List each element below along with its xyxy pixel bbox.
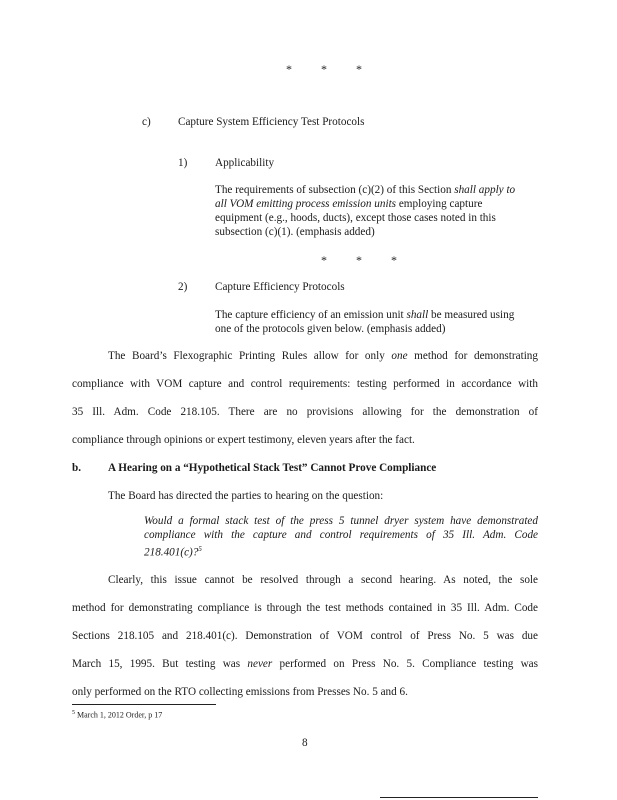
para-3-line: method for demonstrating compliance is through the test methods contained in 35 Ill. Adm. Code xyxy=(72,602,538,614)
para-1-line: compliance through opinions or expert testimony, eleven years after the fact. xyxy=(72,434,415,446)
ellipsis-stars-middle xyxy=(321,251,426,269)
para-3-line: March 15, 1995. But testing was never performed on Press No. 5. Compliance testing was xyxy=(72,658,538,670)
para-1-line: The Board’s Flexographic Printing Rules allow for only one method for demonstrating xyxy=(108,350,538,362)
ellipsis-stars-top xyxy=(286,60,391,78)
item-2-text-line: The capture efficiency of an emission unit shall be measured using xyxy=(215,309,515,321)
section-c-marker: c) xyxy=(142,116,151,128)
para-1-line: compliance with VOM capture and control requirements: testing performed in accordance with xyxy=(72,378,538,390)
item-2-title: Capture Efficiency Protocols xyxy=(215,281,345,293)
block-quote-line: compliance with the capture and control requirements of 35 Ill. Adm. Code xyxy=(144,529,538,541)
page-number: 8 xyxy=(302,737,308,749)
section-c-title: Capture System Efficiency Test Protocols xyxy=(178,116,365,128)
item-2-text-line: one of the protocols given below. (emphasis added) xyxy=(215,323,446,335)
star: * xyxy=(321,62,327,76)
heading-b-title: A Hearing on a “Hypothetical Stack Test” Cannot Prove Compliance xyxy=(108,462,437,474)
star: * xyxy=(321,253,327,267)
item-1-text-line: equipment (e.g., hoods, ducts), except those cases noted in this xyxy=(215,212,496,224)
star: * xyxy=(356,253,362,267)
footnote-rule xyxy=(72,704,216,705)
heading-b-marker: b. xyxy=(72,462,82,474)
footnote-ref: 5 xyxy=(198,545,202,553)
item-1-text-line: all VOM emitting process emission units employing capture xyxy=(215,198,483,210)
bottom-rule xyxy=(380,797,538,798)
item-1-text-line: subsection (c)(1). (emphasis added) xyxy=(215,226,375,238)
star: * xyxy=(391,253,397,267)
item-1-marker: 1) xyxy=(178,157,188,169)
item-2-marker: 2) xyxy=(178,281,188,293)
item-1-text-line: The requirements of subsection (c)(2) of this Section shall apply to xyxy=(215,184,516,196)
para-3-line: only performed on the RTO collecting emissions from Presses No. 5 and 6. xyxy=(72,686,408,698)
block-quote-line: 218.401(c)?$^5$ xyxy=(144,545,202,559)
para-3-line: Clearly, this issue cannot be resolved through a second hearing. As noted, the sole xyxy=(108,574,538,586)
para-1-line: 35 Ill. Adm. Code 218.105. There are no provisions allowing for the demonstration of xyxy=(72,406,538,418)
block-quote-line: Would a formal stack test of the press 5 tunnel dryer system have demonstrated xyxy=(144,515,538,527)
item-1-title: Applicability xyxy=(215,157,275,169)
para-3-line: Sections 218.105 and 218.401(c). Demonstration of VOM control of Press No. 5 was due xyxy=(72,630,538,642)
para-2: The Board has directed the parties to hearing on the question: xyxy=(108,490,384,502)
star: * xyxy=(356,62,362,76)
footnote: $^5$ March 1, 2012 Order, p 17 xyxy=(72,710,163,720)
star: * xyxy=(286,62,292,76)
